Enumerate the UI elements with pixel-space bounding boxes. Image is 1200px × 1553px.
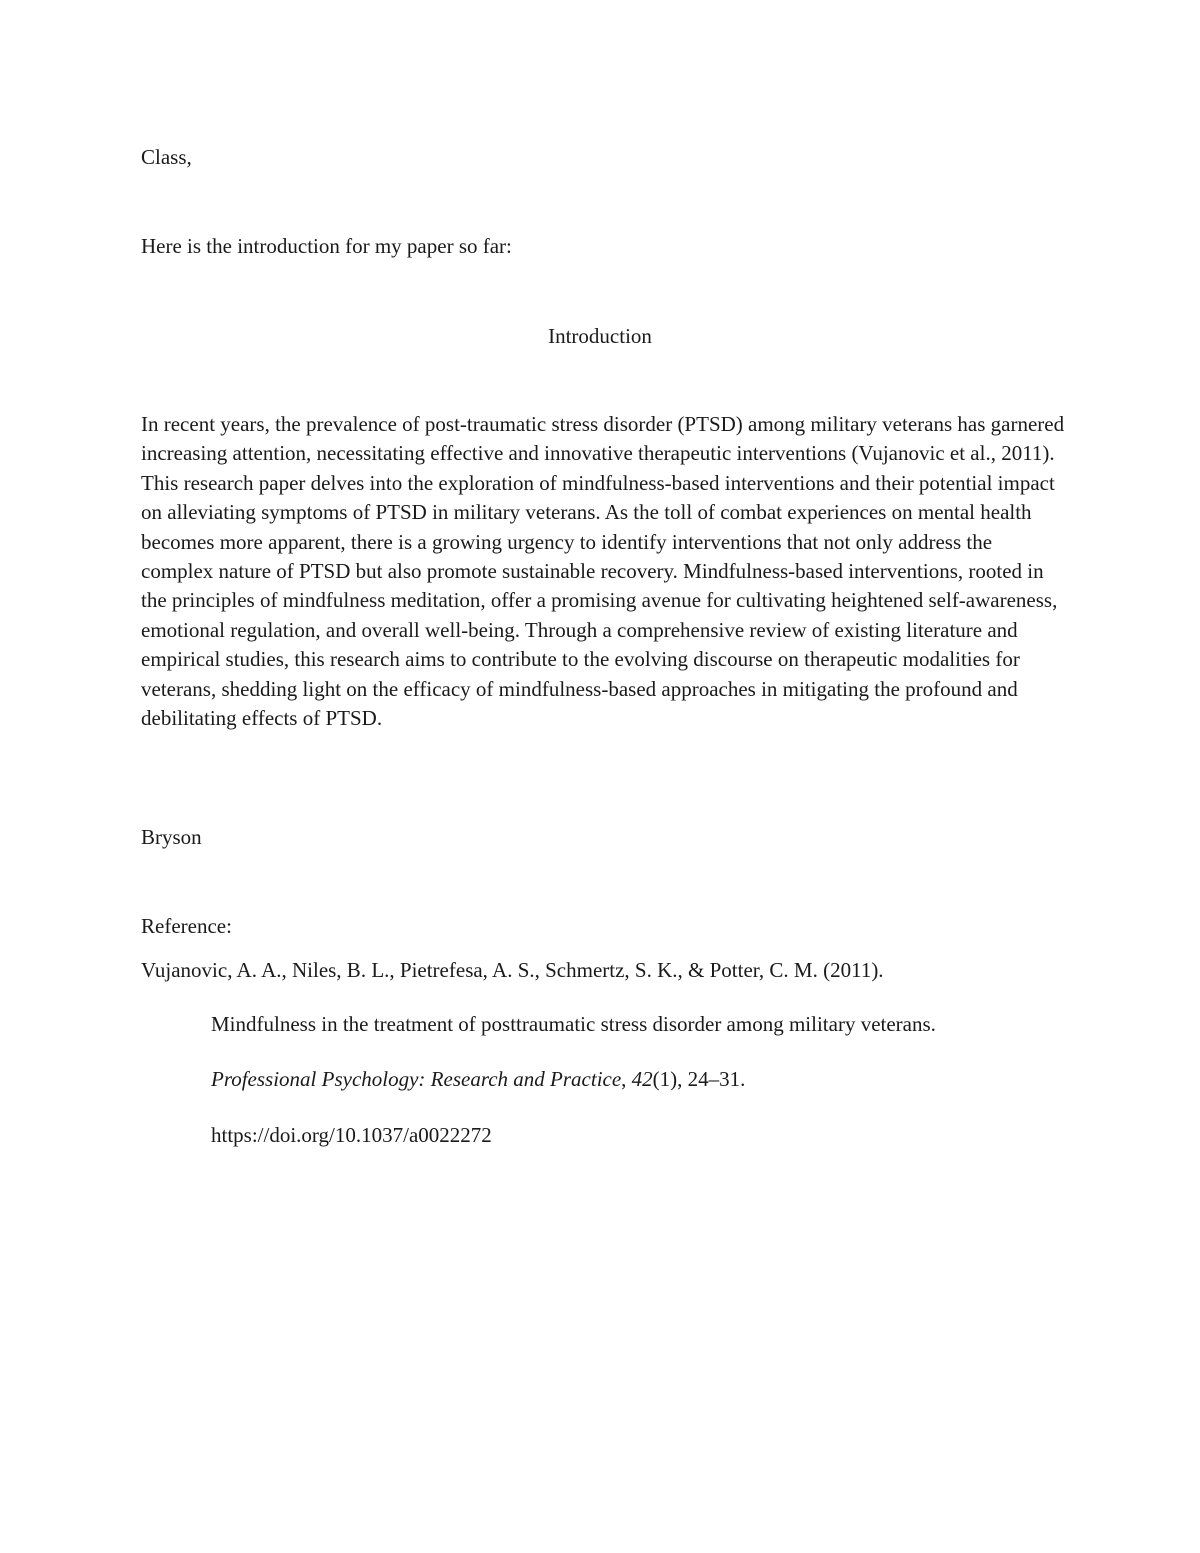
signature: Bryson [141,825,202,849]
reference-journal: Professional Psychology: Research and Practice [211,1067,622,1091]
reference-label: Reference: [141,914,232,938]
reference-volume: 42 [631,1067,653,1091]
section-heading: Introduction [548,324,652,348]
reference-source [211,1065,745,1094]
intro-line: Here is the introduction for my paper so far: [141,234,512,258]
reference-title: Mindfulness in the treatment of posttraumatic stress disorder among military veterans. [211,1012,936,1036]
salutation: Class, [141,145,192,169]
reference-authors: Vujanovic, A. A., Niles, B. L., Pietrefesa, A. S., Schmertz, S. K., & Potter, C. M. (2011). [141,958,884,982]
reference-issue-pages: (1), 24–31. [652,1067,746,1091]
introduction-paragraph: In recent years, the prevalence of post-traumatic stress disorder (PTSD) among military veterans has garnered increasing attention, necessitating effective and innovative therapeutic interventions (Vujanovic et al., 2011). This research paper delves into the exploration of mindfulness-based interventions and their potential impact on alleviating symptoms of PTSD in military veterans. As the toll of combat experiences on mental health becomes more apparent, there is a growing urgency to identify interventions that not only address the complex nature of PTSD but also promote sustainable recovery. Mindfulness-based interventions, rooted in the principles of mindfulness meditation, offer a promising avenue for cultivating heightened self-awareness, emotional regulation, and overall well-being. Through a comprehensive review of existing literature and empirical studies, this research aims to contribute to the evolving discourse on therapeutic modalities for veterans, shedding light on the efficacy of mindfulness-based approaches in mitigating the profound and debilitating effects of PTSD. [141,412,1065,731]
reference-separator: , [621,1067,632,1091]
reference-doi: https://doi.org/10.1037/a0022272 [211,1123,492,1147]
